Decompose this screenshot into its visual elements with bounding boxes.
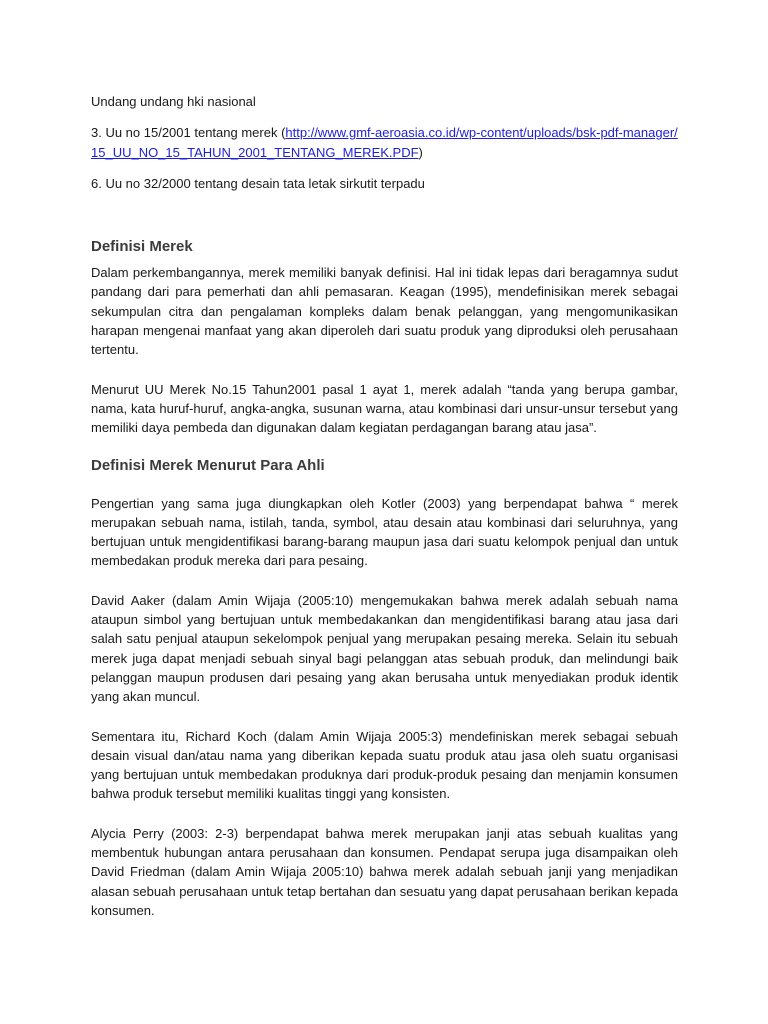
law-item-6: 6. Uu no 32/2000 tentang desain tata letak sirkutit terpadu [91,175,425,191]
document-page [91,92,678,920]
paragraph-definisi-2: Menurut UU Merek No.15 Tahun2001 pasal 1 ayat 1, merek adalah “tanda yang berupa gambar, nama, kata huruf-huruf, angka-angka, susunan warna, atau kombinasi dari unsur-unsur tersebut yang memiliki daya pembeda dan digunakan dalam kegiatan perdagangan barang atau jasa”. [91,381,678,436]
paragraph-aaker: David Aaker (dalam Amin Wijaja (2005:10) mengemukakan bahwa merek adalah sebuah nama ataupun simbol yang bertujuan untuk membedakankan dan mengidentifikasi barang atau jasa dari salah satu penjual ataupun sekelompok penjual yang merupakan pesaing mereka. Selain itu sebuah merek juga dapat menjadi sebuah sinyal bagi pelanggan atas sebuah produk, dan melindungi baik pelanggan maupun produsen dari pesaing yang akan berusaha untuk menyediakan produk identik yang akan muncul. [91,592,678,705]
law-item-3-prefix: 3. Uu no 15/2001 tentang merek ( [91,125,286,141]
paragraph-koch: Sementara itu, Richard Koch (dalam Amin Wijaja 2005:3) mendefiniskan merek sebagai sebuah desain visual dan/atau nama yang diberikan kepada suatu produk atau jasa oleh suatu organisasi yang bertujuan untuk membedakan produknya dari produk-produk pesaing dan menjamin konsumen bahwa produk tersebut memiliki kualitas tinggi yang konsisten. [91,728,678,802]
law-item-3 [91,123,678,162]
paragraph-kotler: Pengertian yang sama juga diungkapkan oleh Kotler (2003) yang berpendapat bahwa “ merek merupakan sebuah nama, istilah, tanda, symbol, atau desain atau kombinasi dari seluruhnya, yang bertujuan untuk mengidentifikasi barang-barang maupun jasa dari suatu kelompok penjual dan untuk membedakan produk mereka dari para pesaing. [91,495,678,569]
paragraph-perry: Alycia Perry (2003: 2-3) berpendapat bahwa merek merupakan janji atas sebuah kualitas yang membentuk hubungan antara perusahaan dan konsumen. Pendapat serupa juga disampaikan oleh David Friedman (dalam Amin Wijaja 2005:10) bahwa merek adalah sebuah janji yang menjadikan alasan sebuah perusahaan untuk tetap bertahan dan sesuatu yang dapat perusahaan berikan kepada konsumen. [91,825,678,918]
law-list-title: Undang undang hki nasional [91,94,256,109]
law-item-3-suffix: ) [418,144,423,160]
section-heading-definisi-merek: Definisi Merek [91,238,193,256]
law-pdf-link[interactable]: http://www.gmf-aeroasia.co.id/wp-content/uploads/bsk-pdf-manager/15_UU_NO_15_TAHUN_2001_TENTANG_MEREK.PDF [91,125,678,160]
section-heading-para-ahli: Definisi Merek Menurut Para Ahli [91,456,325,474]
paragraph-definisi-1: Dalam perkembangannya, merek memiliki banyak definisi. Hal ini tidak lepas dari beragamnya sudut pandang dari para pemerhati dan ahli pemasaran. Keagan (1995), mendefinisikan merek sebagai sekumpulan citra dan pengalaman kompleks dalam benak pelanggan, yang mengomunikasikan harapan mengenai manfaat yang akan diperoleh dari suatu produk yang diproduksi oleh perusahaan tertentu. [91,265,678,358]
